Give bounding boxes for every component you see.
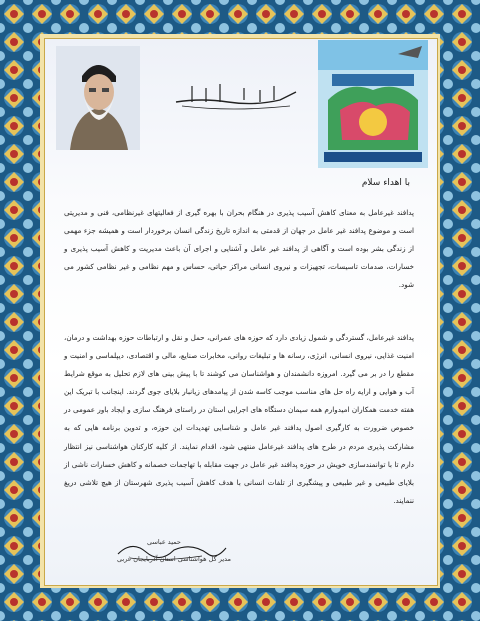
- body-paragraph-1: پدافند غیرعامل به معنای کاهش آسیب پذیری در هنگام بحران با بهره گیری از فعالیتهای غیرنظامی، فنی و مدیریتی است و موضوع پدافند غیر عامل در جهان از قدمتی به اندازه تاریخ زندگی انسان برخوردار است و همیشه جزء مهمی از زندگی بشر بوده است و آگاهی از پدافند غیر عامل و آشنایی و اجرای آن باعث مدیریت و کاهش آسیب پذیری و خسارات، صدمات تاسیسات، تجهیزات و نیروی انسانی مراکز حیاتی، حساس و مهم نظامی و غیر نظامی کشور می شود.: [64, 208, 414, 290]
- signatory-name: حمید عباسی: [147, 538, 181, 546]
- portrait-image: [56, 46, 140, 150]
- calligraphy-text: بسم الله الرحمن الرحيم: [210, 106, 262, 112]
- salutation: با اهداء سلام: [361, 178, 410, 188]
- signatory-title: مدیر کل هواشناسی استان آذربایجان غربی: [116, 555, 232, 563]
- body-paragraph-2: پدافند غیرعامل، گستردگی و شمول زیادی دارد که حوزه های عمرانی، حمل و نقل و ارتباطات حوزه بهداشت و درمان، امنیت غذایی، نیروی انسانی، انرژی، رسانه ها و تبلیغات روانی، مخابرات صنایع، مالی و اقتصادی، دیپلماسی و امنیت و مقطع را در بر می گیرد. امروزه دانشمندان و هواشناسان می کوشند تا با پیش بینی های لازم تحلیل به موقع شرایط آب و هوایی و ارایه راه حل های مناسب موجب کاسه شدن از پیامدهای زیانبار بلایای جوی گردند. اینجانب با تبریک این هفته خدمت همکاران امیدوارم همه سیمان دستگاه های اجرایی استان در راستای فرهنگ سازی و ایجاد باور عمومی در خصوص ضرورت به کارگیری اصول پدافند غیر عامل و شناسایی تهدیدات این حوزه، و تدوین برنامه هایی که به مشارکت پذیری مردم در طرح های پدافند غیرعامل منتهی شود، اقدام نمایند. از کلیه کارکنان هواشناسی نیز انتظار دارم تا با توانمندسازی خویش در حوزه پدافند غیر عامل در جهت مقابله با تهاجمات خصمانه و کاهش خسارات ناشی از بلایای طبیعی و غیر طبیعی و پیشگیری از تلفات انسانی با هدف کاهش آسیب پذیری شهرستان از هیچ تلاشی دریغ ننمایند.: [64, 333, 414, 505]
- poster-image: [318, 40, 428, 168]
- bismillah-calligraphy: [172, 78, 300, 112]
